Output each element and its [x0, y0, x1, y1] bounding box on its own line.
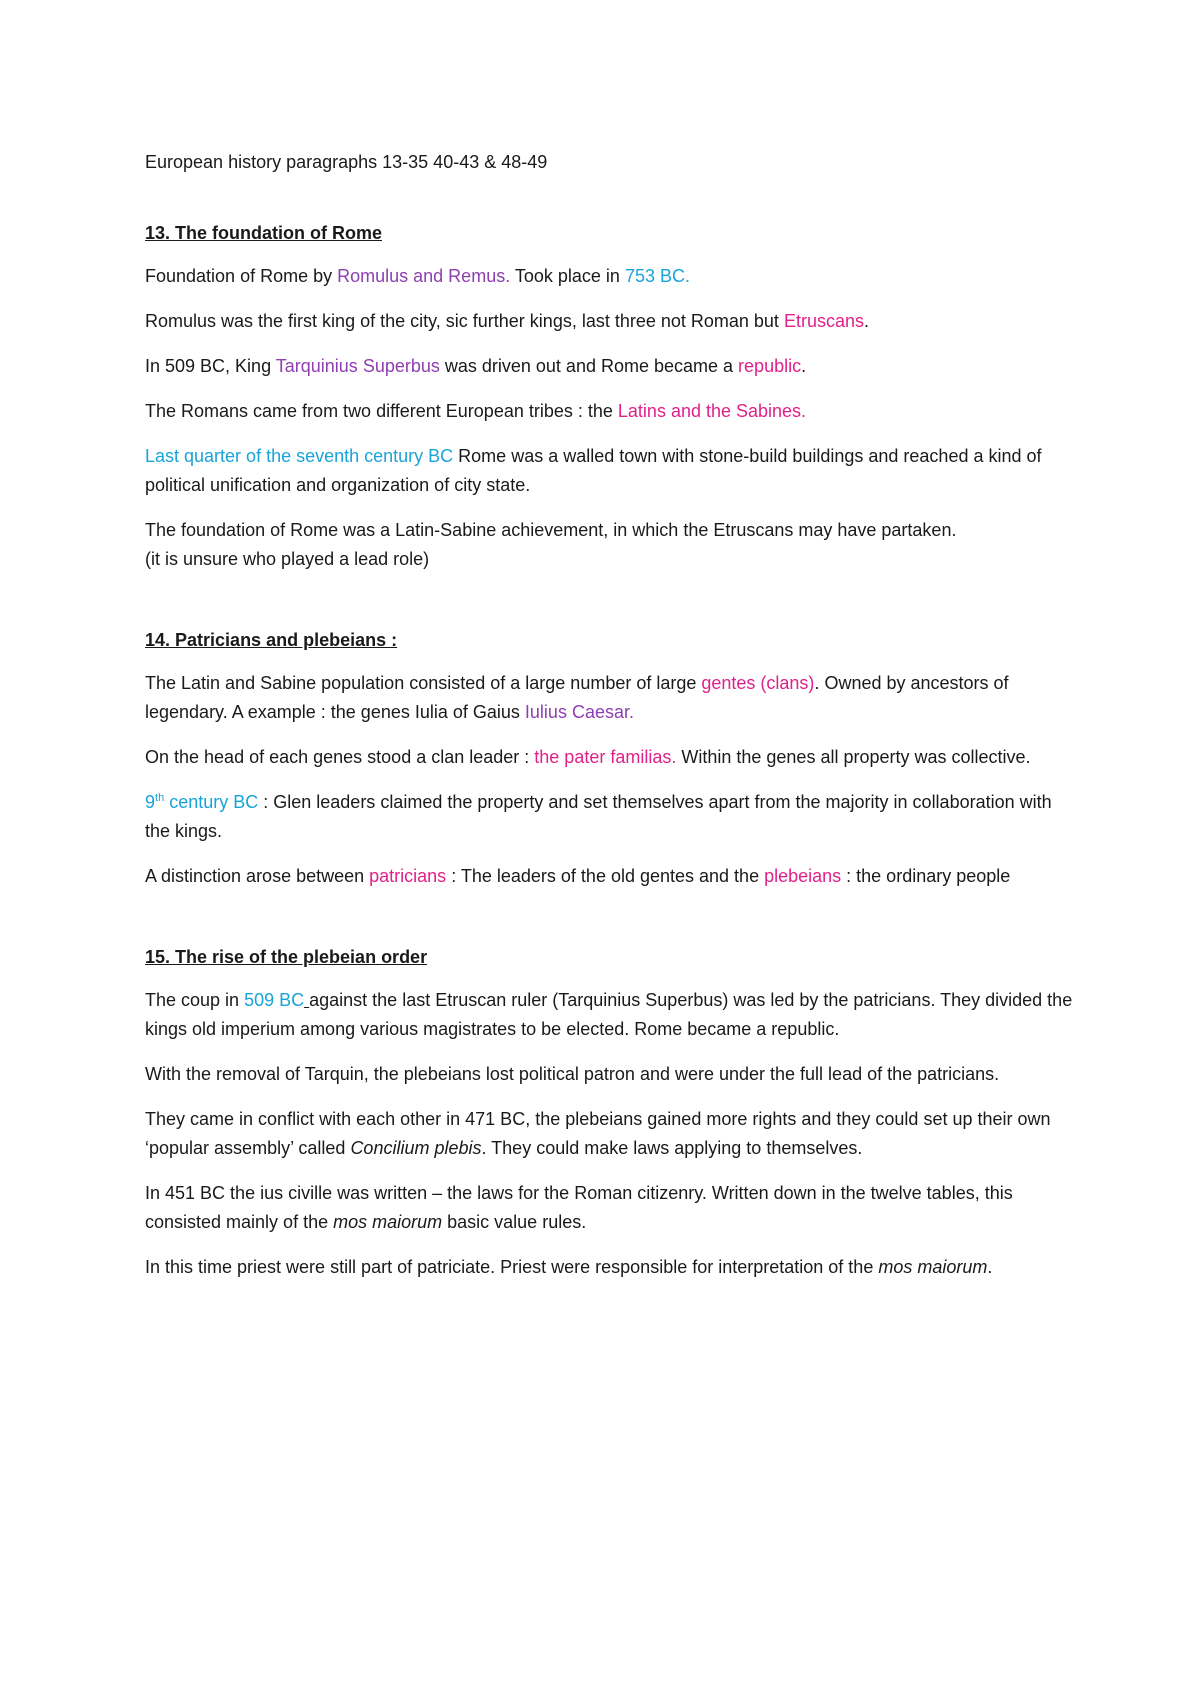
highlight-text: 509 BC: [244, 990, 305, 1010]
section-heading: 13. The foundation of Rome: [145, 223, 382, 243]
text: was driven out and Rome became a: [439, 356, 739, 376]
paragraph: [145, 1179, 1080, 1237]
paragraph: [145, 1253, 1080, 1282]
italic-text: Concilium plebis: [350, 1138, 482, 1158]
highlight-text: Etruscans: [783, 311, 864, 331]
text: .: [864, 311, 870, 331]
paragraph: [145, 442, 1080, 500]
italic-text: mos maiorum: [333, 1212, 443, 1232]
section-14: [145, 626, 1080, 891]
text: Romulus was the first king of the city, sic further kings, last three not Roman but: [145, 311, 784, 331]
text: The coup in: [145, 990, 245, 1010]
highlight-text: 753 BC.: [624, 266, 690, 286]
highlight-text: 9: [145, 792, 156, 812]
highlight-text: Latins and the Sabines.: [617, 401, 807, 421]
text: In this time priest were still part of patriciate. Priest were responsible for interpretation of the: [145, 1257, 879, 1277]
text: In 451 BC the ius civille was written – the laws for the Roman citizenry. Written down in the twelve tables, this consisted mainly of the: [145, 1183, 1013, 1232]
section-heading: 14. Patricians and plebeians :: [145, 630, 398, 650]
text: basic value rules.: [442, 1212, 587, 1232]
text: .: [987, 1257, 993, 1277]
text: . They could make laws applying to themselves.: [481, 1138, 863, 1158]
paragraph: [145, 743, 1080, 772]
text: : the ordinary people: [841, 866, 1011, 886]
text: A distinction arose between: [145, 866, 370, 886]
superscript: th: [155, 792, 165, 804]
text: (it is unsure who played a lead role): [145, 549, 430, 569]
section-15: [145, 943, 1080, 1282]
text: Within the genes all property was collective.: [676, 747, 1031, 767]
highlight-text: the pater familias.: [534, 747, 677, 767]
section-heading: 15. The rise of the plebeian order: [145, 947, 428, 967]
highlight-text: Last quarter of the seventh century BC: [145, 446, 454, 466]
text: The Romans came from two different European tribes : the: [145, 401, 618, 421]
paragraph: [145, 307, 1080, 336]
text: against the last Etruscan ruler (Tarquinius Superbus) was led by the patricians. They divided the kings old imperium among various magistrates to be elected. Rome became a republic.: [145, 990, 1073, 1039]
text: : Glen leaders claimed the property and set themselves apart from the majority in collaboration with the kings.: [145, 792, 1052, 841]
section-13: [145, 219, 1080, 574]
paragraph: [145, 397, 1080, 426]
highlight-text: patricians: [369, 866, 447, 886]
paragraph: [145, 352, 1080, 381]
paragraph: [145, 862, 1080, 891]
italic-text: mos maiorum: [878, 1257, 988, 1277]
paragraph: [145, 669, 1080, 727]
highlight-text: century BC: [164, 792, 259, 812]
document-title: European history paragraphs 13-35 40-43 & 48-49: [145, 152, 548, 172]
text: Rome was a walled town with stone-build buildings and reached a kind of political unification and organization of city state.: [145, 446, 1042, 495]
highlight-text: Tarquinius Superbus: [275, 356, 440, 376]
highlight-text: Iulius Caesar.: [524, 702, 634, 722]
text: .: [801, 356, 807, 376]
paragraph: [145, 788, 1080, 846]
text: Foundation of Rome by: [145, 266, 338, 286]
text: The Latin and Sabine population consisted of a large number of large: [145, 673, 702, 693]
text: . Owned by ancestors of legendary. A example : the genes Iulia of Gaius: [145, 673, 1009, 722]
highlight-text: Romulus and Remus.: [337, 266, 511, 286]
paragraph: [145, 1105, 1080, 1163]
highlight-text: plebeians: [764, 866, 842, 886]
paragraph: [145, 262, 1080, 291]
paragraph: [145, 516, 1080, 574]
text: In 509 BC, King: [145, 356, 276, 376]
paragraph: With the removal of Tarquin, the plebeians lost political patron and were under the full lead of the patricians.: [145, 1064, 1000, 1084]
paragraph: [145, 986, 1080, 1044]
text: Took place in: [510, 266, 625, 286]
text: They came in conflict with each other in 471 BC, the plebeians gained more rights and they could set up their own ‘popular assembly’ called: [145, 1109, 1051, 1158]
highlight-text: gentes (clans): [701, 673, 815, 693]
text: On the head of each genes stood a clan leader :: [145, 747, 535, 767]
text: : The leaders of the old gentes and the: [446, 866, 765, 886]
text: The foundation of Rome was a Latin-Sabine achievement, in which the Etruscans may have partaken.: [145, 520, 957, 540]
highlight-text: republic: [738, 356, 802, 376]
